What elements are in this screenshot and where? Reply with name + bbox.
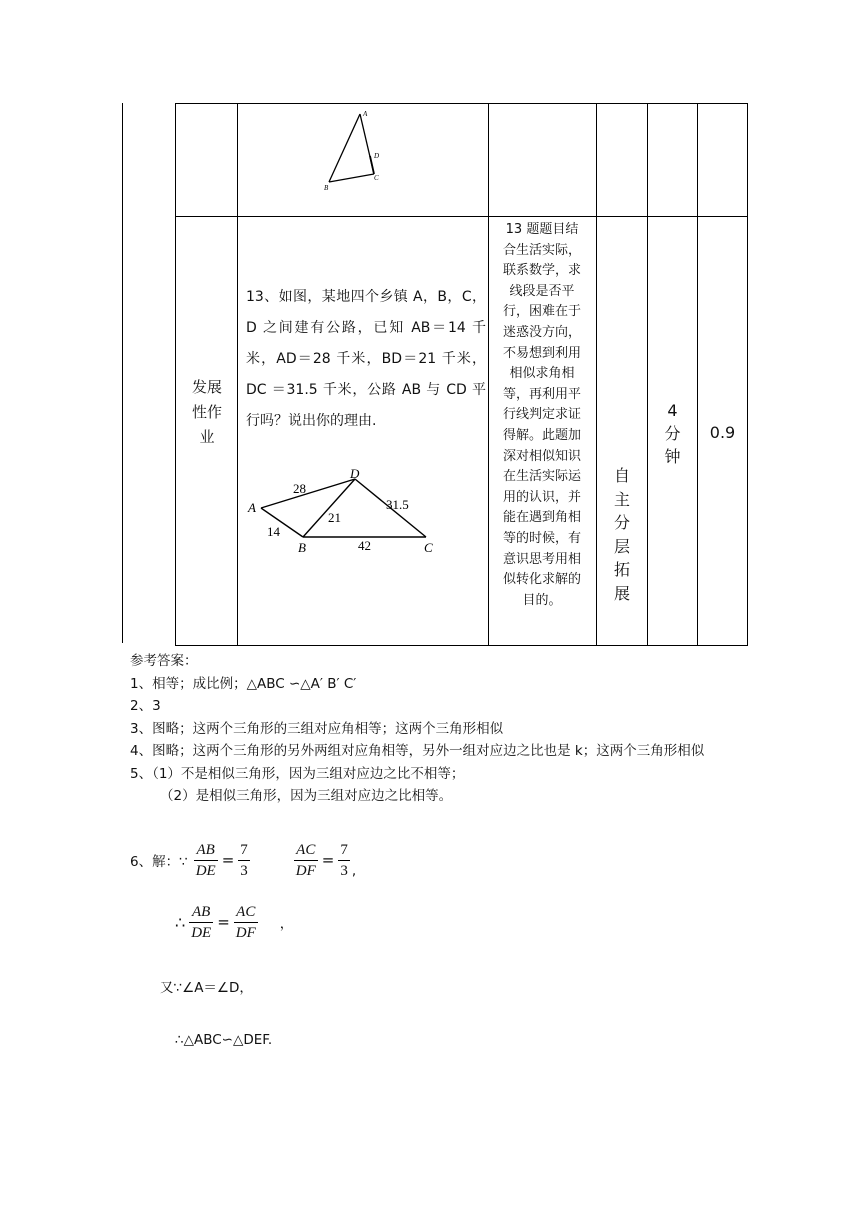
purpose-line: 用的认识，并 [502, 489, 581, 505]
type-char: 自 [613, 466, 630, 485]
fraction-numerator: 7 [238, 840, 250, 861]
purpose-line: 线段是否平 [509, 283, 575, 299]
answer-item: 2、3 [130, 698, 161, 714]
fraction-numerator: 7 [338, 840, 350, 861]
fraction-numerator: AC [294, 840, 318, 861]
answer-6-line-3: 又∵∠A＝∠D， [160, 980, 253, 996]
category-line: 业 [199, 428, 215, 446]
fig2-label-a: A [248, 500, 256, 515]
type-char: 主 [613, 489, 630, 509]
answer-6-line-1 [130, 835, 356, 885]
design-purpose-cell [491, 220, 593, 611]
comma: , [351, 863, 357, 879]
page-margin-line [122, 103, 123, 643]
fig2-label-b: B [298, 540, 306, 555]
purpose-line: 相似求角相 [509, 366, 575, 382]
fig1-label-a: A [363, 110, 368, 118]
purpose-line: 联系数学，求 [502, 263, 581, 279]
purpose-line: 合生活实际， [502, 242, 581, 258]
purpose-line: 行，困难在于 [502, 304, 581, 320]
purpose-line: 迷惑没方向， [502, 324, 581, 340]
time-char: 钟 [664, 447, 681, 466]
equals-sign: = [217, 913, 230, 931]
answer-item: （2）是相似三角形，因为三组对应边之比相等。 [160, 788, 453, 804]
fraction-ab-de [189, 902, 213, 943]
fraction-denominator: 3 [240, 862, 248, 879]
purpose-line: 深对相似知识 [502, 448, 581, 464]
type-char: 展 [613, 583, 630, 603]
table-col-line [747, 103, 748, 646]
category-line: 发展 [191, 378, 222, 396]
purpose-line: 似转化求解的 [502, 572, 581, 588]
type-char: 层 [613, 536, 630, 556]
assignment-type-cell [597, 464, 647, 605]
purpose-line: 行线判定求证 [502, 407, 581, 423]
table-top-border [175, 103, 748, 104]
difficulty-cell: 0.9 [709, 423, 736, 442]
answer-6-conclusion: ∴△ABC∽△DEF. [175, 1032, 273, 1048]
edge-label-ab: 14 [267, 524, 280, 539]
edge-label-bc: 42 [358, 538, 371, 553]
answer-item: 5、（1）不是相似三角形，因为三组对应边之比不相等； [130, 765, 465, 782]
fraction-denominator: DF [295, 862, 316, 879]
fraction-seven-thirds [238, 840, 250, 881]
table-col-line [175, 103, 176, 646]
fig2-label-d: D [350, 468, 360, 481]
edge-label-ad: 28 [293, 481, 306, 496]
purpose-line: 等的时候，有 [502, 530, 581, 546]
equals-sign: = [221, 851, 235, 869]
table-col-line [488, 103, 489, 646]
purpose-line: 不易想到利用 [502, 345, 581, 361]
fig2-label-c: C [424, 540, 433, 555]
answer-item: 4、图略；这两个三角形的另外两组对应角相等，另外一组对应边之比也是 k；这两个三角形相似 [130, 743, 705, 759]
time-cell [648, 399, 697, 468]
fraction-ac-df [294, 840, 318, 881]
table-col-line [237, 103, 238, 646]
fig1-label-c: C [374, 174, 379, 182]
fig1-label-d: D [374, 152, 380, 160]
time-char: 分 [664, 424, 681, 443]
edge-label-bd: 21 [328, 510, 341, 525]
equals-sign: = [321, 851, 335, 869]
purpose-line: 意识思考用相 [502, 551, 581, 567]
purpose-line: 等，再利用平 [502, 386, 581, 402]
answer-heading: 参考答案： [130, 653, 198, 669]
purpose-line: 在生活实际运 [502, 469, 581, 485]
answer-item: 1、相等；成比例；△ABC ∽△A′ B′ C′ [130, 675, 357, 692]
fraction-denominator: DE [195, 862, 216, 879]
answer-6-prefix: 6、解：∵ [130, 854, 188, 870]
purpose-line: 13 题题目结 [505, 222, 579, 237]
comma: ， [279, 916, 294, 932]
category-cell [178, 375, 236, 450]
therefore-symbol: ∴ [175, 912, 186, 932]
table-row-divider [175, 216, 748, 217]
table-col-line [697, 103, 698, 646]
answer-section [130, 650, 740, 808]
fraction-denominator: DF [235, 924, 256, 941]
quadrilateral-figure [244, 468, 444, 558]
purpose-line: 能在遇到角相 [502, 510, 581, 526]
edge-label-dc: 31.5 [386, 497, 409, 512]
type-char: 分 [613, 513, 630, 532]
fraction-numerator: AB [194, 840, 218, 861]
table-bottom-border [175, 645, 748, 646]
table-col-line [647, 103, 648, 646]
fraction-numerator: AB [189, 902, 213, 923]
triangle-figure-small [318, 106, 388, 196]
fraction-ac-df [234, 902, 258, 943]
type-char: 拓 [613, 560, 630, 579]
category-line: 性作 [191, 403, 222, 421]
answer-6-line-2 [175, 897, 293, 947]
purpose-line: 目的。 [522, 592, 562, 608]
fraction-ab-de [194, 840, 218, 881]
problem-text: 13、如图，某地四个乡镇 A，B，C，D 之间建有公路，已知 AB＝14 千米，AD＝28 千米，BD＝21 千米，DC ＝31.5 千米，公路 AB 与 CD 平行吗？说出你的理由. [246, 289, 486, 429]
fraction-denominator: 3 [340, 862, 348, 879]
purpose-line: 得解。此题加 [502, 427, 581, 443]
fraction-denominator: DE [191, 924, 212, 941]
fraction-seven-thirds [338, 840, 350, 881]
answer-item: 3、图略；这两个三角形的三组对应角相等；这两个三角形相似 [130, 720, 504, 737]
fig1-label-b: B [324, 184, 329, 192]
fraction-numerator: AC [234, 902, 258, 923]
time-char: 4 [667, 401, 678, 420]
